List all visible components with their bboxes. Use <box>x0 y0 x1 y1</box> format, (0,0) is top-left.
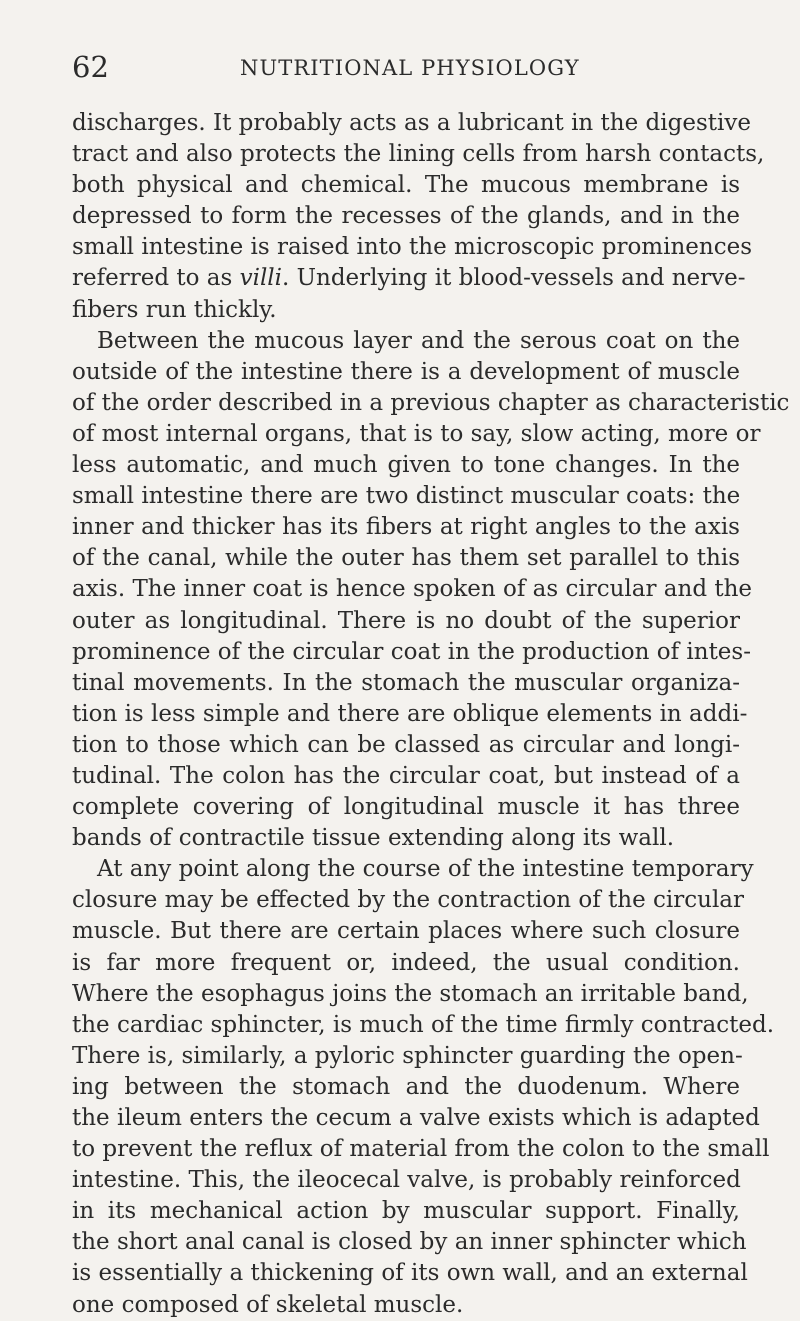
text-line: of the order described in a previous chapter as characteristic <box>72 389 790 416</box>
text-line: the cardiac sphincter, is much of the time firmly contracted. <box>72 1011 775 1038</box>
text-line: to prevent the reflux of material from the colon to the small <box>72 1136 770 1163</box>
running-head: NUTRITIONAL PHYSIOLOGY <box>240 56 580 80</box>
text-fragment: referred to as <box>72 265 240 292</box>
text-line: depressed to form the recesses of the glands, and in the <box>72 203 740 230</box>
text-line: closure may be effected by the contraction of the circular <box>72 887 745 914</box>
text-line: tudinal. The colon has the circular coat, but instead of a <box>72 762 740 789</box>
text-line: is essentially a thickening of its own wall, and an external <box>72 1260 748 1287</box>
text-line: of the canal, while the outer has them set parallel to this <box>72 545 740 572</box>
text-line: muscle. But there are certain places where such closure <box>72 918 740 945</box>
text-line: the short anal canal is closed by an inner sphincter which <box>72 1229 747 1256</box>
text-line: There is, similarly, a pyloric sphincter guarding the open- <box>72 1042 743 1069</box>
text-line: inner and thicker has its fibers at right angles to the axis <box>72 514 740 541</box>
text-line-indent: At any point along the course of the intestine temporary <box>97 856 754 883</box>
text-line: Where the esophagus joins the stomach an irritable band, <box>72 980 749 1007</box>
text-line: intestine. This, the ileocecal valve, is probably reinforced <box>72 1167 741 1194</box>
text-line: the ileum enters the cecum a valve exists which is adapted <box>72 1105 760 1131</box>
page-header <box>72 50 740 90</box>
text-line: outside of the intestine there is a development of muscle <box>72 358 740 385</box>
text-line: in its mechanical action by muscular support. Finally, <box>72 1198 740 1225</box>
text-line: discharges. It probably acts as a lubricant in the digestive <box>72 110 751 136</box>
text-line: tion is less simple and there are oblique elements in addi- <box>72 700 748 727</box>
text-line: fibers run thickly. <box>72 296 277 323</box>
text-line: tinal movements. In the stomach the muscular organiza- <box>72 669 740 696</box>
text-line: less automatic, and much given to tone changes. In the <box>72 452 740 479</box>
text-line: ing between the stomach and the duodenum. Where <box>72 1073 740 1100</box>
text-fragment: . Underlying it blood-vessels and nerve- <box>282 265 746 292</box>
text-line: bands of contractile tissue extending along its wall. <box>72 825 675 852</box>
text-line: both physical and chemical. The mucous membrane is <box>72 172 740 199</box>
text-line: tract and also protects the lining cells from harsh contacts, <box>72 141 765 168</box>
text-line: outer as longitudinal. There is no doubt of the superior <box>72 607 740 634</box>
text-line: is far more frequent or, indeed, the usual condition. <box>72 949 740 976</box>
text-line: one composed of skeletal muscle. <box>72 1291 464 1318</box>
text-line: axis. The inner coat is hence spoken of as circular and the <box>72 576 753 603</box>
text-line: complete covering of longitudinal muscle it has three <box>72 794 740 821</box>
text-line-with-italic <box>72 263 746 294</box>
page-number: 62 <box>72 50 109 84</box>
text-line: prominence of the circular coat in the production of intes- <box>72 638 751 665</box>
text-line-indent: Between the mucous layer and the serous coat on the <box>97 327 740 354</box>
body-text <box>72 108 790 1321</box>
text-line: small intestine is raised into the microscopic prominences <box>72 234 752 261</box>
text-line: of most internal organs, that is to say, slow acting, more or <box>72 420 761 447</box>
text-line: tion to those which can be classed as circular and longi- <box>72 731 740 758</box>
italic-term-villi: villi <box>239 265 283 292</box>
text-line: small intestine there are two distinct muscular coats: the <box>72 483 741 510</box>
